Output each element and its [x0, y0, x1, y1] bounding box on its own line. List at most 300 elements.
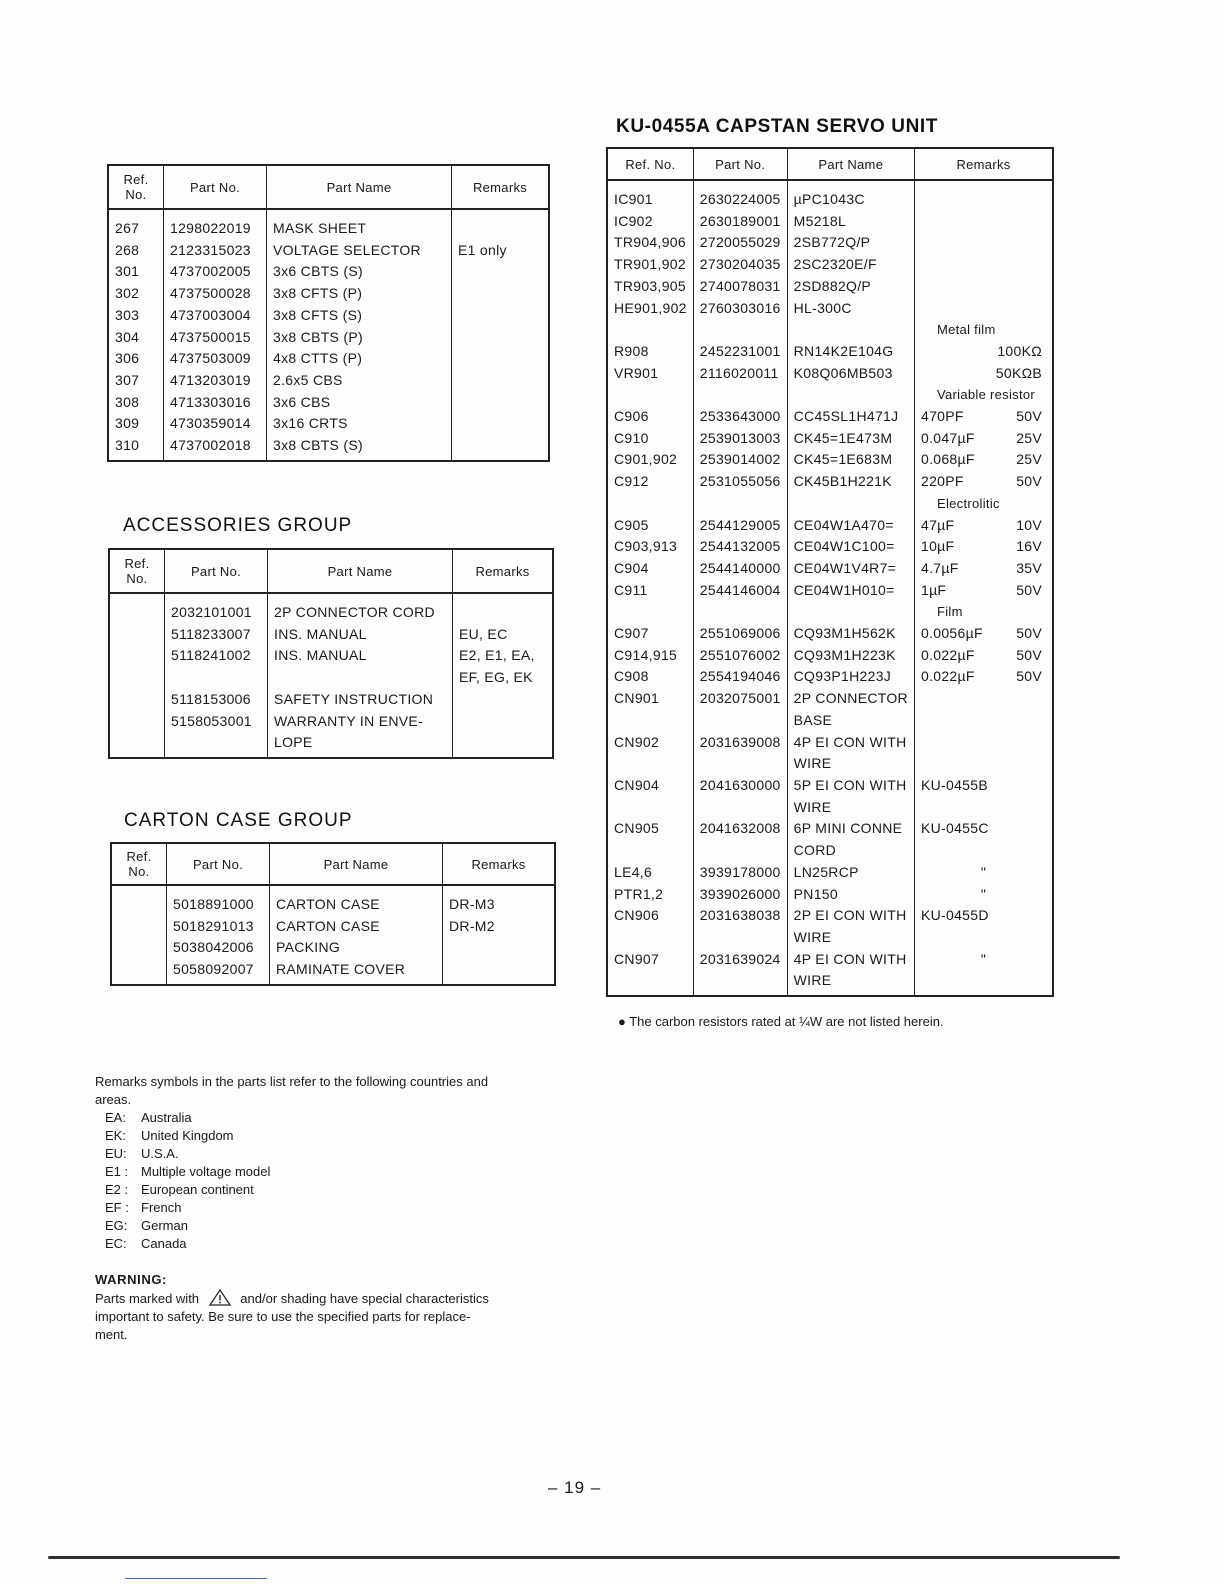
region-symbol: E1 : [105, 1164, 129, 1179]
table-row [108, 261, 549, 283]
ref-no-cell: C911 [607, 580, 693, 602]
table-row [111, 959, 555, 985]
part-name-cell [787, 384, 914, 406]
part-name-cell: CQ93M1H562K [787, 623, 914, 645]
ref-no-cell: CN907 [607, 949, 693, 971]
warning-line-2: important to safety. Be sure to use the specified parts for replace- [95, 1309, 471, 1324]
capacitance-value: 470PF [920, 408, 964, 425]
voltage-rating: 16V [1016, 538, 1042, 555]
ref-no-cell [109, 645, 165, 667]
remarks-cell [452, 392, 550, 414]
part-no-cell: 2544140000 [693, 558, 787, 580]
table-row [109, 667, 553, 689]
remarks-cell [914, 840, 1053, 862]
part-name-cell [787, 493, 914, 515]
part-no-cell: 2630224005 [693, 180, 787, 211]
remarks-cell [914, 666, 1053, 688]
remarks-cell [914, 927, 1053, 949]
ref-no-cell: CN904 [607, 775, 693, 797]
ref-no-cell: 267 [108, 209, 164, 240]
region-symbol: EF : [105, 1200, 129, 1215]
remarks-cell [452, 413, 550, 435]
voltage-rating: 50V [1016, 668, 1042, 685]
part-no-cell: 5118153006 [165, 689, 268, 711]
part-name-cell [268, 667, 453, 689]
table-row [108, 413, 549, 435]
ref-no-cell [607, 493, 693, 515]
ref-no-cell [607, 753, 693, 775]
table-row [108, 327, 549, 349]
ref-no-cell: 310 [108, 435, 164, 461]
remarks-cell [914, 818, 1053, 840]
voltage-rating: 35V [1016, 559, 1042, 576]
part-no-cell: 4737002005 [164, 261, 267, 283]
remarks-text: Electrolitic [936, 495, 1000, 511]
part-name-cell: 2P CONNECTOR [787, 688, 914, 710]
part-no-cell: 3939178000 [693, 862, 787, 884]
remarks-cell [452, 283, 550, 305]
region-name: Multiple voltage model [141, 1164, 271, 1179]
table-row [108, 305, 549, 327]
part-no-cell [693, 384, 787, 406]
remarks-cell [914, 493, 1053, 515]
carton-case-body [111, 885, 555, 985]
table-row [108, 392, 549, 414]
part-no-cell [165, 732, 268, 758]
capacitance-value: 0.022µF [920, 668, 975, 685]
ref-no-cell [607, 319, 693, 341]
table-row [607, 970, 1053, 996]
table-row [607, 580, 1053, 602]
remarks-text: KU-0455D [920, 907, 989, 924]
remarks-text: KU-0455C [920, 820, 989, 837]
part-no-cell: 2630189001 [693, 211, 787, 233]
remarks-cell [914, 406, 1053, 428]
part-no-cell [693, 319, 787, 341]
ref-no-cell [111, 885, 167, 916]
table-row [607, 384, 1053, 406]
remarks-cell [914, 970, 1053, 996]
table-row [109, 624, 553, 646]
ref-no-cell: 301 [108, 261, 164, 283]
part-no-cell [693, 797, 787, 819]
part-no-cell: 2760303016 [693, 298, 787, 320]
capacitance-value: 4.7µF [920, 559, 959, 576]
table-row [607, 211, 1053, 233]
ref-no-cell: C910 [607, 428, 693, 450]
remarks-cell [914, 862, 1053, 884]
part-no-cell: 2544146004 [693, 580, 787, 602]
part-no-cell: 2740078031 [693, 276, 787, 298]
voltage-rating: 50V [1016, 581, 1042, 598]
remarks-cell: DR-M3 [443, 885, 556, 916]
ref-no-header: Ref. No. [109, 549, 165, 593]
caution-triangle-icon [209, 1289, 231, 1306]
list-item [95, 1109, 535, 1127]
part-name-cell: 5P EI CON WITH [787, 775, 914, 797]
footer-blue-line [125, 1578, 267, 1579]
region-symbol: EA: [105, 1110, 126, 1125]
part-name-cell: M5218L [787, 211, 914, 233]
remarks-cell [453, 711, 554, 733]
part-name-cell: INS. MANUAL [268, 624, 453, 646]
region-name: European continent [141, 1182, 254, 1197]
part-no-cell: 2551069006 [693, 623, 787, 645]
part-no-header: Part No. [167, 843, 270, 885]
remarks-header: Remarks [453, 549, 554, 593]
table-row [109, 645, 553, 667]
remarks-intro: Remarks symbols in the parts list refer to the following countries and [95, 1074, 489, 1089]
part-name-cell: CE04W1C100= [787, 536, 914, 558]
part-name-cell: 2SD882Q/P [787, 276, 914, 298]
remarks-text: " [980, 885, 987, 902]
part-name-cell: RAMINATE COVER [270, 959, 443, 985]
voltage-rating: 10V [1016, 516, 1042, 533]
remarks-cell [914, 688, 1053, 710]
region-name: Australia [141, 1110, 192, 1125]
table-row [607, 180, 1053, 211]
part-name-cell: 3x8 CBTS (S) [267, 435, 452, 461]
table-row [607, 732, 1053, 754]
table-row [607, 927, 1053, 949]
table-row [108, 283, 549, 305]
voltage-rating: 25V [1016, 451, 1042, 468]
remarks-cell [914, 558, 1053, 580]
table-row [108, 435, 549, 461]
ref-no-cell: C901,902 [607, 449, 693, 471]
table-row [607, 363, 1053, 385]
capacitance-value: 0.047µF [920, 429, 975, 446]
part-no-cell: 1298022019 [164, 209, 267, 240]
table-row [607, 949, 1053, 971]
ref-no-cell: TR901,902 [607, 254, 693, 276]
remarks-cell [914, 471, 1053, 493]
ref-no-cell [109, 689, 165, 711]
remarks-cell [452, 305, 550, 327]
table-row [607, 515, 1053, 537]
part-name-cell: CE04W1V4R7= [787, 558, 914, 580]
ref-no-cell: 309 [108, 413, 164, 435]
region-symbol: EC: [105, 1236, 127, 1251]
remarks-cell [914, 753, 1053, 775]
part-name-cell: 2.6x5 CBS [267, 370, 452, 392]
remarks-cell: DR-M2 [443, 916, 556, 938]
remarks-cell [914, 884, 1053, 906]
part-name-cell: CK45B1H221K [787, 471, 914, 493]
ref-no-cell [109, 711, 165, 733]
part-name-cell: SAFETY INSTRUCTION [268, 689, 453, 711]
ref-no-header: Ref. No. [111, 843, 167, 885]
part-name-header: Part Name [268, 549, 453, 593]
table-row [607, 775, 1053, 797]
remarks-cell: EF, EG, EK [453, 667, 554, 689]
part-no-cell [693, 927, 787, 949]
ref-no-cell [607, 797, 693, 819]
ref-no-cell [109, 624, 165, 646]
ref-no-cell: 303 [108, 305, 164, 327]
ref-no-cell: 302 [108, 283, 164, 305]
ref-no-cell [607, 927, 693, 949]
ref-no-cell [607, 970, 693, 996]
part-name-cell: WIRE [787, 753, 914, 775]
remarks-cell [452, 209, 550, 240]
table-row [108, 348, 549, 370]
part-name-cell: 4x8 CTTS (P) [267, 348, 452, 370]
part-no-cell: 4737002018 [164, 435, 267, 461]
part-name-cell: CK45=1E473M [787, 428, 914, 450]
region-name: French [141, 1200, 182, 1215]
mechanical-parts-table [107, 164, 550, 462]
remarks-cell [914, 341, 1053, 363]
ref-no-cell: 307 [108, 370, 164, 392]
remarks-text: Variable resistor [936, 387, 1036, 403]
part-name-cell: CQ93M1H223K [787, 645, 914, 667]
table-row [607, 688, 1053, 710]
part-no-cell: 2116020011 [693, 363, 787, 385]
remarks-cell [443, 959, 556, 985]
table-row [607, 623, 1053, 645]
remarks-cell [453, 732, 554, 758]
part-name-cell: 2P CONNECTOR CORD [268, 593, 453, 624]
table-row [607, 666, 1053, 688]
capstan-servo-table [606, 147, 1054, 997]
ref-no-cell [111, 959, 167, 985]
part-no-cell: 2031639008 [693, 732, 787, 754]
warning-line-3: ment. [95, 1327, 128, 1342]
part-name-cell: CC45SL1H471J [787, 406, 914, 428]
ref-no-cell [109, 732, 165, 758]
part-no-cell: 4730359014 [164, 413, 267, 435]
ref-no-cell: IC901 [607, 180, 693, 211]
part-name-cell [787, 319, 914, 341]
region-name: Canada [141, 1236, 187, 1251]
part-name-cell: WIRE [787, 970, 914, 996]
table-row [109, 732, 553, 758]
table-row [607, 298, 1053, 320]
ref-no-cell: 308 [108, 392, 164, 414]
remarks-cell [914, 449, 1053, 471]
remarks-cell [914, 298, 1053, 320]
table-row [607, 884, 1053, 906]
part-name-cell: 4P EI CON WITH [787, 732, 914, 754]
part-name-cell: 6P MINI CONNE [787, 818, 914, 840]
region-name: U.S.A. [141, 1146, 179, 1161]
part-no-cell: 5038042006 [167, 937, 270, 959]
remarks-text: 100KΩ [997, 342, 1042, 359]
remarks-text: " [980, 863, 987, 880]
part-name-cell: 3x6 CBTS (S) [267, 261, 452, 283]
table-row [111, 916, 555, 938]
ref-no-cell [607, 840, 693, 862]
part-name-cell: CORD [787, 840, 914, 862]
part-no-cell: 5058092007 [167, 959, 270, 985]
part-no-cell: 2730204035 [693, 254, 787, 276]
ref-no-cell: C906 [607, 406, 693, 428]
part-no-cell: 2041632008 [693, 818, 787, 840]
part-no-cell: 5158053001 [165, 711, 268, 733]
table-row [607, 645, 1053, 667]
ref-no-cell [607, 601, 693, 623]
part-no-cell: 4713303016 [164, 392, 267, 414]
part-no-cell [165, 667, 268, 689]
part-no-cell: 2531055056 [693, 471, 787, 493]
list-item [95, 1145, 535, 1163]
part-no-cell: 2452231001 [693, 341, 787, 363]
part-name-cell: RN14K2E104G [787, 341, 914, 363]
part-name-cell: PN150 [787, 884, 914, 906]
part-no-cell: 4737503009 [164, 348, 267, 370]
remarks-cell: E2, E1, EA, [453, 645, 554, 667]
part-no-cell: 2554194046 [693, 666, 787, 688]
part-no-cell: 2032101001 [165, 593, 268, 624]
part-name-cell: CE04W1H010= [787, 580, 914, 602]
region-symbol: EG: [105, 1218, 128, 1233]
table-row [109, 689, 553, 711]
table-row [607, 449, 1053, 471]
part-name-cell: WARRANTY IN ENVE- [268, 711, 453, 733]
table-row [607, 840, 1053, 862]
remarks-cell [914, 319, 1053, 341]
table-row [607, 493, 1053, 515]
warning-title: WARNING: [95, 1272, 167, 1287]
remarks-cell: EU, EC [453, 624, 554, 646]
carton-case-group-title: CARTON CASE GROUP [124, 810, 353, 831]
ref-no-cell: TR903,905 [607, 276, 693, 298]
ref-no-cell [607, 710, 693, 732]
ref-no-cell: CN906 [607, 905, 693, 927]
capacitance-value: 47µF [920, 516, 955, 533]
part-name-cell: PACKING [270, 937, 443, 959]
part-name-header: Part Name [267, 165, 452, 209]
part-no-cell: 2031638038 [693, 905, 787, 927]
list-item [95, 1181, 535, 1199]
part-no-cell: 3939026000 [693, 884, 787, 906]
capacitance-value: 0.0056µF [920, 625, 983, 642]
table-row [607, 905, 1053, 927]
ref-no-cell: C905 [607, 515, 693, 537]
part-name-cell [787, 601, 914, 623]
ref-no-cell: HE901,902 [607, 298, 693, 320]
remarks-text: 50KΩB [995, 364, 1042, 381]
part-name-cell: 3x8 CBTS (P) [267, 327, 452, 349]
remarks-cell [914, 775, 1053, 797]
capstan-servo-body [607, 180, 1053, 996]
table-row [607, 536, 1053, 558]
list-item [95, 1163, 535, 1181]
part-no-cell: 5118241002 [165, 645, 268, 667]
region-symbol: E2 : [105, 1182, 129, 1197]
remarks-cell [914, 384, 1053, 406]
part-name-cell: 4P EI CON WITH [787, 949, 914, 971]
table-row [109, 711, 553, 733]
footer-rule [48, 1556, 1120, 1559]
remarks-cell [452, 435, 550, 461]
part-name-cell: CK45=1E683M [787, 449, 914, 471]
table-row [108, 240, 549, 262]
remarks-cell [453, 689, 554, 711]
part-no-cell: 2539013003 [693, 428, 787, 450]
ref-no-cell: C912 [607, 471, 693, 493]
part-no-cell [693, 710, 787, 732]
table-row [607, 254, 1053, 276]
part-name-cell: MASK SHEET [267, 209, 452, 240]
part-no-cell: 5018291013 [167, 916, 270, 938]
ref-no-cell [109, 667, 165, 689]
remarks-cell [443, 937, 556, 959]
remarks-cell [914, 905, 1053, 927]
part-name-cell: VOLTAGE SELECTOR [267, 240, 452, 262]
list-item [95, 1217, 535, 1235]
remarks-cell [452, 261, 550, 283]
region-name: German [141, 1218, 188, 1233]
table-row [607, 406, 1053, 428]
table-row [111, 885, 555, 916]
remarks-cell [914, 428, 1053, 450]
voltage-rating: 50V [1016, 408, 1042, 425]
ref-no-cell: C908 [607, 666, 693, 688]
part-no-cell: 4713203019 [164, 370, 267, 392]
part-no-cell: 2551076002 [693, 645, 787, 667]
remarks-cell [914, 797, 1053, 819]
ref-no-cell [109, 593, 165, 624]
remarks-cell [914, 623, 1053, 645]
part-name-cell: LN25RCP [787, 862, 914, 884]
remarks-header: Remarks [914, 148, 1053, 180]
part-no-cell: 2544132005 [693, 536, 787, 558]
remarks-cell [914, 949, 1053, 971]
ref-no-cell: 304 [108, 327, 164, 349]
capacitance-value: 1µF [920, 581, 947, 598]
table-row [108, 370, 549, 392]
list-item [95, 1235, 535, 1253]
part-name-cell: K08Q06MB503 [787, 363, 914, 385]
part-no-cell: 4737500028 [164, 283, 267, 305]
voltage-rating: 25V [1016, 429, 1042, 446]
ref-no-cell: 268 [108, 240, 164, 262]
carton-case-table [110, 842, 556, 986]
table-row [607, 232, 1053, 254]
part-no-cell: 2032075001 [693, 688, 787, 710]
part-no-header: Part No. [165, 549, 268, 593]
remarks-cell [914, 276, 1053, 298]
remarks-cell [914, 601, 1053, 623]
part-no-cell: 4737500015 [164, 327, 267, 349]
part-no-cell [693, 753, 787, 775]
table-row [108, 209, 549, 240]
table-row [607, 471, 1053, 493]
ref-no-cell: C903,913 [607, 536, 693, 558]
part-name-cell: CQ93P1H223J [787, 666, 914, 688]
part-no-cell: 2031639024 [693, 949, 787, 971]
ref-no-cell: CN905 [607, 818, 693, 840]
table-row [607, 862, 1053, 884]
part-name-cell: 3x8 CFTS (P) [267, 283, 452, 305]
warning-block [95, 1271, 535, 1344]
voltage-rating: 50V [1016, 646, 1042, 663]
remarks-text: Film [936, 604, 963, 620]
table-row [607, 428, 1053, 450]
capacitance-value: 10µF [920, 538, 955, 555]
part-no-cell: 5018891000 [167, 885, 270, 916]
ref-no-cell: PTR1,2 [607, 884, 693, 906]
part-name-cell: CE04W1A470= [787, 515, 914, 537]
ref-no-cell: C904 [607, 558, 693, 580]
part-no-cell: 2720055029 [693, 232, 787, 254]
remarks-cell [914, 254, 1053, 276]
page-number: – 19 – [548, 1478, 602, 1497]
remarks-cell [914, 232, 1053, 254]
part-no-header: Part No. [164, 165, 267, 209]
